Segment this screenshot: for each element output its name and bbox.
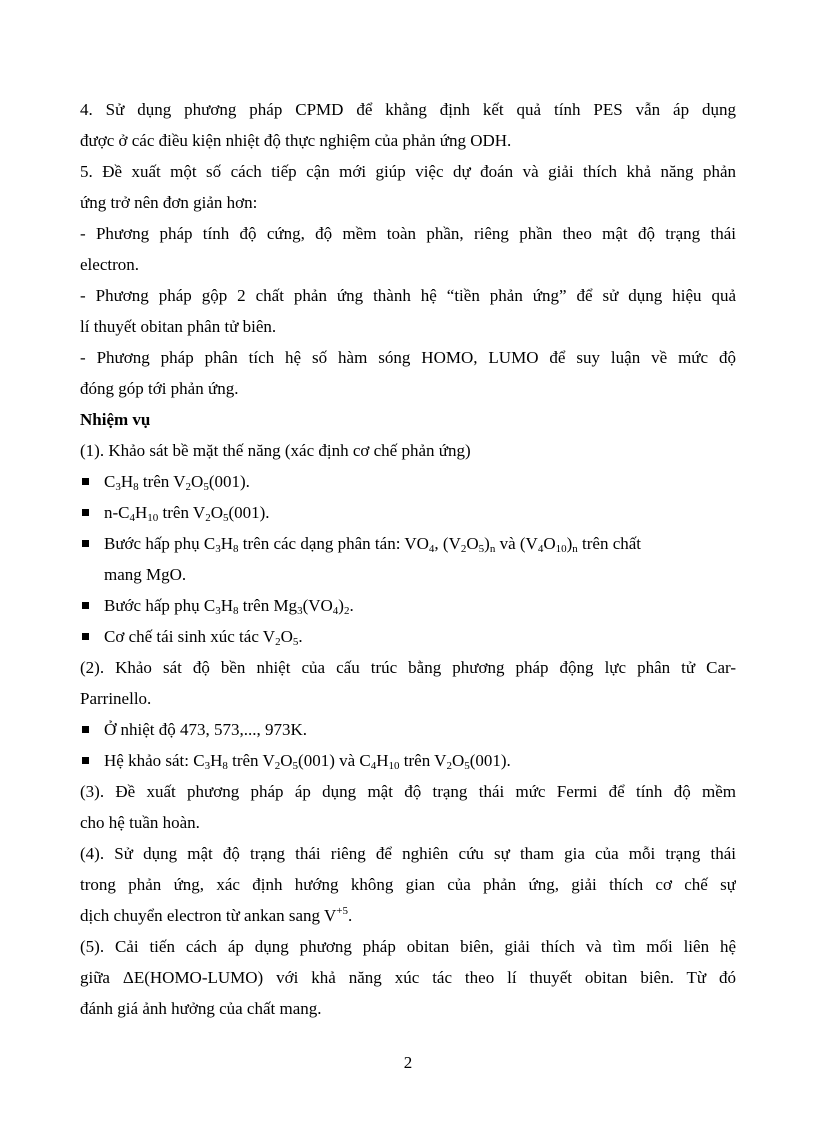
square-bullet-icon — [82, 478, 89, 485]
bullet-item: Bước hấp phụ $C_3H_8$ trên $Mg_3(VO_4)_2$. — [80, 590, 736, 621]
task-3-continuation: cho hệ tuần hoàn. — [80, 813, 200, 832]
text-line: ứng trở nên đơn giản hơn: — [80, 193, 258, 212]
bullet-item: Bước hấp phụ $C_3H_8$ trên các dạng phân tán: $VO_4$, $(V_2O_5)_n$ và $(V_4O_{10})_n$ trên chất — [80, 528, 736, 559]
task-4: (4). Sử dụng mật độ trạng thái riêng để nghiên cứu sự tham gia của mỗi trạng thái — [80, 844, 736, 863]
bullet-item: Ở nhiệt độ 473, 573,..., 973K. — [80, 714, 736, 745]
bullet-item: Hệ khảo sát: $C_3H_8$ trên $V_2O_5(001)$ và $C_4H_{10}$ trên $V_2O_5(001)$. — [80, 745, 736, 776]
task-4-continuation: trong phản ứng, xác định hướng không gian của phản ứng, giải thích cơ chế sự — [80, 875, 736, 894]
square-bullet-icon — [82, 509, 89, 516]
task-2: (2). Khảo sát độ bền nhiệt của cấu trúc bằng phương pháp động lực phân tử Car- — [80, 658, 736, 677]
square-bullet-icon — [82, 726, 89, 733]
task-1: (1). Khảo sát bề mặt thế năng (xác định cơ chế phản ứng) — [80, 441, 471, 460]
task-5-continuation: đánh giá ảnh hưởng của chất mang. — [80, 999, 322, 1018]
task-3: (3). Đề xuất phương pháp áp dụng mật độ trạng thái mức Fermi để tính độ mềm — [80, 782, 736, 801]
square-bullet-icon — [82, 602, 89, 609]
text-line: - Phương pháp tính độ cứng, độ mềm toàn phần, riêng phần theo mật độ trạng thái — [80, 224, 736, 243]
square-bullet-icon — [82, 540, 89, 547]
square-bullet-icon — [82, 633, 89, 640]
text-line: 4. Sử dụng phương pháp CPMD để khẳng định kết quả tính PES vẫn áp dụng — [80, 100, 736, 119]
bullet-item: $n-C_4H_{10}$ trên $V_2O_5(001)$. — [80, 497, 736, 528]
bullet-continuation: mang MgO. — [104, 565, 187, 584]
text-line: đóng góp tới phản ứng. — [80, 379, 239, 398]
text-line: - Phương pháp phân tích hệ số hàm sóng HOMO, LUMO để suy luận về mức độ — [80, 348, 736, 367]
bullet-item: $C_3H_8$ trên $V_2O_5(001)$. — [80, 466, 736, 497]
task-5: (5). Cải tiến cách áp dụng phương pháp obitan biên, giải thích và tìm mối liên hệ — [80, 937, 736, 956]
section-heading: Nhiệm vụ — [80, 410, 151, 429]
text-line: lí thuyết obitan phân tử biên. — [80, 317, 277, 336]
page-number: 2 — [403, 1053, 413, 1072]
text-line: 5. Đề xuất một số cách tiếp cận mới giúp việc dự đoán và giải thích khả năng phản — [80, 162, 736, 181]
text-line: được ở các điều kiện nhiệt độ thực nghiệm của phản ứng ODH. — [80, 131, 512, 150]
text-line: electron. — [80, 255, 139, 274]
task-2-continuation: Parrinello. — [80, 689, 152, 708]
task-4-continuation: dịch chuyển electron từ ankan sang $V^{+5}$. — [80, 905, 353, 925]
text-line: - Phương pháp gộp 2 chất phản ứng thành hệ “tiền phản ứng” để sử dụng hiệu quả — [80, 286, 736, 305]
page-body — [80, 94, 736, 1024]
bullet-item: Cơ chế tái sinh xúc tác $V_2O_5$. — [80, 621, 736, 652]
task-5-continuation: giữa ΔE(HOMO-LUMO) với khả năng xúc tác theo lí thuyết obitan biên. Từ đó — [80, 968, 736, 987]
square-bullet-icon — [82, 757, 89, 764]
